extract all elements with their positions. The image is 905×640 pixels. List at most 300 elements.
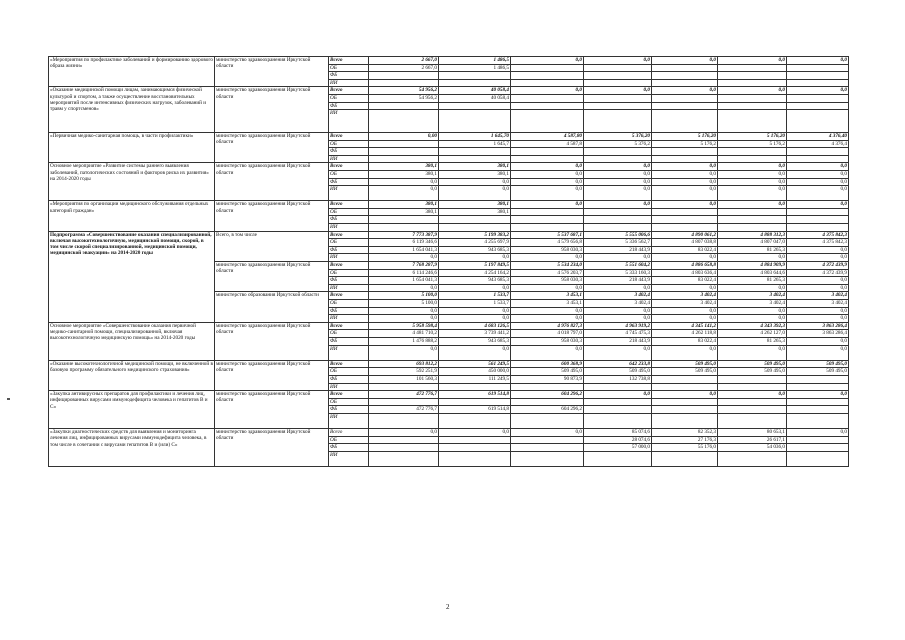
table-body: [49, 57, 849, 467]
amount-cell: 0,0: [439, 315, 511, 323]
amount-cell: [718, 72, 787, 80]
amount-cell: 380,1: [369, 170, 439, 178]
funding-source: ФБ: [329, 216, 369, 224]
table-row: [49, 132, 849, 140]
amount-cell: [584, 224, 652, 232]
amount-cell: [439, 110, 511, 133]
funding-source: Всего: [329, 57, 369, 65]
amount-cell: [652, 155, 718, 163]
funding-source: Всего: [329, 262, 369, 270]
funding-source: ОБ: [329, 300, 369, 308]
executor-name: министерство здравоохранения Иркутской области: [215, 163, 329, 201]
amount-cell: 40 058,4: [439, 87, 511, 95]
amount-cell: [511, 64, 584, 72]
amount-cell: [652, 102, 718, 110]
amount-cell: 218 443,9: [584, 337, 652, 345]
program-name: Подпрограмма «Совершенствование оказания специализированной, включая высокотехнологичную, медицинской помощи, скорой, в том числе скорой специализированной, медицинской помощи, медицинской эвакуации» на 2014-2020 годы: [49, 231, 215, 322]
amount-cell: 5 197 849,5: [439, 262, 511, 270]
amount-cell: 0,0: [584, 307, 652, 315]
amount-cell: 1 654 041,3: [369, 277, 439, 285]
funding-source: Всего: [329, 322, 369, 330]
amount-cell: 83 022,4: [652, 246, 718, 254]
amount-cell: 4 372 439,9: [787, 269, 849, 277]
amount-cell: 4 262 118,8: [652, 330, 718, 338]
amount-cell: 4 343 392,3: [718, 322, 787, 330]
amount-cell: [787, 406, 849, 414]
amount-cell: 0,0: [584, 170, 652, 178]
funding-source: ОБ: [329, 368, 369, 376]
amount-cell: [511, 444, 584, 452]
amount-cell: 5 958 598,4: [369, 322, 439, 330]
amount-cell: 5 537 687,1: [511, 231, 584, 239]
amount-cell: 509 495,0: [652, 360, 718, 368]
funding-source: ИИ: [329, 451, 369, 466]
amount-cell: 0,0: [787, 337, 849, 345]
funding-source: ИИ: [329, 254, 369, 262]
funding-source: ОБ: [329, 398, 369, 406]
amount-cell: [369, 102, 439, 110]
amount-cell: [439, 72, 511, 80]
amount-cell: [787, 208, 849, 216]
amount-cell: 3 863 286,4: [787, 330, 849, 338]
program-name: «Оказание медицинской помощи лицам, занимающимся физической культурой и спортом, а также осуществление восстановительных мероприятий после интенсивных физических нагрузок, заболеваний и травм у спортсменов»: [49, 87, 215, 133]
amount-cell: [718, 451, 787, 466]
amount-cell: 3 453,1: [511, 292, 584, 300]
amount-cell: 380,1: [439, 163, 511, 171]
amount-cell: 85 074,6: [584, 429, 652, 437]
amount-cell: 0,0: [511, 178, 584, 186]
amount-cell: 0,0: [369, 345, 439, 360]
funding-source: ОБ: [329, 436, 369, 444]
amount-cell: 4 254 164,2: [439, 269, 511, 277]
amount-cell: [439, 398, 511, 406]
amount-cell: 5 333 160,3: [584, 269, 652, 277]
program-name: «Мероприятия по организации медицинского обслуживания отдельных категорий граждан»: [49, 201, 215, 231]
amount-cell: 380,1: [439, 201, 511, 209]
executor-name: министерство здравоохранения Иркутской области: [215, 429, 329, 467]
amount-cell: 4 963 919,2: [584, 322, 652, 330]
amount-cell: [718, 208, 787, 216]
table-row: [49, 429, 849, 437]
amount-cell: 0,0: [439, 186, 511, 201]
amount-cell: 0,0: [439, 345, 511, 360]
amount-cell: 0,00: [369, 132, 439, 140]
amount-cell: [439, 155, 511, 163]
table-row: [49, 87, 849, 95]
amount-cell: [652, 79, 718, 87]
amount-cell: [439, 102, 511, 110]
amount-cell: 0,0: [718, 284, 787, 292]
amount-cell: [787, 436, 849, 444]
amount-cell: 4 807 047,0: [718, 239, 787, 247]
amount-cell: [787, 444, 849, 452]
amount-cell: 81 265,3: [718, 277, 787, 285]
amount-cell: 0,0: [787, 170, 849, 178]
table-row: [49, 163, 849, 171]
amount-cell: 82 352,3: [652, 429, 718, 437]
amount-cell: 0,0: [718, 178, 787, 186]
amount-cell: 5 551 604,2: [584, 262, 652, 270]
amount-cell: 958 030,3: [511, 277, 584, 285]
amount-cell: 4 683 126,5: [439, 322, 511, 330]
amount-cell: 218 443,9: [584, 277, 652, 285]
amount-cell: [439, 436, 511, 444]
amount-cell: 4 345 141,2: [652, 322, 718, 330]
amount-cell: [584, 72, 652, 80]
amount-cell: [511, 72, 584, 80]
amount-cell: 5 176,20: [652, 132, 718, 140]
amount-cell: 0,0: [511, 170, 584, 178]
amount-cell: 0,0: [511, 57, 584, 65]
amount-cell: [511, 110, 584, 133]
amount-cell: 0,0: [652, 163, 718, 171]
amount-cell: [369, 216, 439, 224]
amount-cell: [718, 94, 787, 102]
amount-cell: [584, 110, 652, 133]
amount-cell: 0,0: [511, 186, 584, 201]
amount-cell: 604 296,2: [511, 406, 584, 414]
executor-name: министерство здравоохранения Иркутской области: [215, 132, 329, 162]
amount-cell: 0,0: [584, 391, 652, 399]
amount-cell: [652, 216, 718, 224]
amount-cell: 0,0: [652, 307, 718, 315]
amount-cell: [369, 110, 439, 133]
executor-name: министерство здравоохранения Иркутской области: [215, 201, 329, 231]
amount-cell: 6 119 346,6: [369, 239, 439, 247]
amount-cell: 80 653,1: [718, 429, 787, 437]
amount-cell: 509 495,0: [511, 368, 584, 376]
table-row: [49, 391, 849, 399]
amount-cell: 0,0: [787, 254, 849, 262]
amount-cell: [652, 208, 718, 216]
amount-cell: 943 685,3: [439, 277, 511, 285]
amount-cell: 0,0: [787, 391, 849, 399]
funding-source: ИИ: [329, 186, 369, 201]
margin-mark: [7, 398, 10, 400]
amount-cell: 5 199 383,2: [439, 231, 511, 239]
funding-source: ОБ: [329, 64, 369, 72]
amount-cell: [652, 64, 718, 72]
amount-cell: 0,0: [439, 178, 511, 186]
amount-cell: 0,0: [369, 315, 439, 323]
funding-source: ОБ: [329, 140, 369, 148]
amount-cell: [787, 72, 849, 80]
amount-cell: [787, 375, 849, 383]
amount-cell: [439, 451, 511, 466]
amount-cell: [787, 148, 849, 156]
amount-cell: [369, 398, 439, 406]
amount-cell: 5 376,20: [584, 132, 652, 140]
funding-source: ФБ: [329, 72, 369, 80]
amount-cell: 3 402,4: [787, 292, 849, 300]
amount-cell: [787, 451, 849, 466]
amount-cell: 0,0: [439, 307, 511, 315]
amount-cell: [718, 102, 787, 110]
amount-cell: [511, 94, 584, 102]
program-name: «Первичная медико-санитарная помощь, в части профилактики»: [49, 132, 215, 162]
amount-cell: 600 368,9: [511, 360, 584, 368]
amount-cell: 0,0: [511, 87, 584, 95]
amount-cell: 0,0: [584, 345, 652, 360]
amount-cell: 0,0: [787, 186, 849, 201]
amount-cell: [439, 444, 511, 452]
amount-cell: 81 265,3: [718, 337, 787, 345]
amount-cell: [718, 64, 787, 72]
amount-cell: 0,0: [718, 254, 787, 262]
amount-cell: 0,0: [584, 315, 652, 323]
amount-cell: [652, 224, 718, 232]
amount-cell: 101 560,3: [369, 375, 439, 383]
amount-cell: 472 776,7: [369, 391, 439, 399]
amount-cell: 3 863 286,4: [787, 322, 849, 330]
amount-cell: 0,0: [718, 315, 787, 323]
amount-cell: 5 376,2: [584, 140, 652, 148]
amount-cell: 26 617,1: [718, 436, 787, 444]
amount-cell: 0,0: [584, 186, 652, 201]
amount-cell: 0,0: [787, 315, 849, 323]
program-name: Основное мероприятие «Совершенствование оказания первичной медико-санитарной помощи, специализированной, включая высокотехнологичную медицинскую помощь» на 2014-2020 годы: [49, 322, 215, 360]
amount-cell: 0,0: [718, 307, 787, 315]
amount-cell: 380,1: [369, 163, 439, 171]
amount-cell: 0,0: [584, 57, 652, 65]
amount-cell: [787, 110, 849, 133]
funding-source: ФБ: [329, 337, 369, 345]
amount-cell: 0,0: [511, 201, 584, 209]
amount-cell: 3 402,4: [584, 292, 652, 300]
funding-source: ИИ: [329, 224, 369, 232]
amount-cell: 0,0: [369, 307, 439, 315]
amount-cell: [718, 79, 787, 87]
amount-cell: 0,0: [787, 178, 849, 186]
amount-cell: 0,0: [439, 284, 511, 292]
funding-source: ОБ: [329, 170, 369, 178]
amount-cell: 943 685,3: [439, 246, 511, 254]
amount-cell: 5 555 006,6: [584, 231, 652, 239]
program-name: «Закупка антивирусных препаратов для профилактики и лечения лиц, инфицированных вирусами иммунодефицита человека и гепатитов В и С»: [49, 391, 215, 429]
amount-cell: 55 176,0: [652, 444, 718, 452]
funding-source: Всего: [329, 360, 369, 368]
amount-cell: [718, 413, 787, 428]
amount-cell: 592 251,9: [369, 368, 439, 376]
amount-cell: 28 074,6: [584, 436, 652, 444]
amount-cell: 1 476 888,2: [369, 337, 439, 345]
amount-cell: 4 587,80: [511, 132, 584, 140]
amount-cell: 0,0: [584, 201, 652, 209]
amount-cell: 0,0: [787, 307, 849, 315]
amount-cell: [787, 398, 849, 406]
amount-cell: 0,0: [511, 254, 584, 262]
amount-cell: 0,0: [787, 284, 849, 292]
amount-cell: 4 376,40: [787, 132, 849, 140]
table-row: [49, 201, 849, 209]
amount-cell: 561 249,5: [439, 360, 511, 368]
amount-cell: [584, 216, 652, 224]
amount-cell: 132 738,8: [584, 375, 652, 383]
amount-cell: 0,0: [652, 87, 718, 95]
amount-cell: [584, 208, 652, 216]
amount-cell: [652, 110, 718, 133]
amount-cell: [584, 94, 652, 102]
table-row: [49, 360, 849, 368]
funding-source: Всего: [329, 231, 369, 239]
amount-cell: [718, 148, 787, 156]
amount-cell: [511, 224, 584, 232]
amount-cell: 0,0: [584, 284, 652, 292]
amount-cell: 4 018 797,0: [511, 330, 584, 338]
amount-cell: 5 176,20: [718, 132, 787, 140]
amount-cell: [787, 64, 849, 72]
amount-cell: [439, 79, 511, 87]
funding-source: Всего: [329, 201, 369, 209]
amount-cell: 0,0: [652, 391, 718, 399]
amount-cell: [652, 148, 718, 156]
amount-cell: [718, 216, 787, 224]
amount-cell: 0,0: [584, 178, 652, 186]
amount-cell: [584, 102, 652, 110]
amount-cell: [787, 413, 849, 428]
amount-cell: [369, 224, 439, 232]
amount-cell: 0,0: [652, 57, 718, 65]
amount-cell: 0,0: [787, 57, 849, 65]
amount-cell: 90 873,9: [511, 375, 584, 383]
funding-source: ОБ: [329, 239, 369, 247]
amount-cell: [369, 451, 439, 466]
amount-cell: [439, 216, 511, 224]
amount-cell: [787, 79, 849, 87]
amount-cell: 40 058,4: [439, 94, 511, 102]
executor-name: министерство здравоохранения Иркутской области: [215, 262, 329, 292]
amount-cell: [369, 155, 439, 163]
amount-cell: 604 296,2: [511, 391, 584, 399]
amount-cell: [369, 79, 439, 87]
amount-cell: 1 645,70: [439, 132, 511, 140]
amount-cell: [511, 79, 584, 87]
table-row: [49, 322, 849, 330]
amount-cell: 83 022,4: [652, 277, 718, 285]
funding-source: ИИ: [329, 110, 369, 133]
amount-cell: 472 776,7: [369, 406, 439, 414]
amount-cell: 0,0: [439, 429, 511, 437]
amount-cell: 0,0: [511, 315, 584, 323]
amount-cell: 958 030,3: [511, 337, 584, 345]
amount-cell: 0,0: [718, 170, 787, 178]
amount-cell: [652, 398, 718, 406]
amount-cell: 0,0: [718, 57, 787, 65]
amount-cell: 0,0: [718, 186, 787, 201]
amount-cell: 0,0: [511, 307, 584, 315]
amount-cell: [511, 383, 584, 391]
amount-cell: 1 533,7: [439, 292, 511, 300]
amount-cell: 4 886 658,8: [652, 262, 718, 270]
amount-cell: [652, 413, 718, 428]
amount-cell: 0,0: [439, 254, 511, 262]
amount-cell: 54 036,0: [718, 444, 787, 452]
amount-cell: 943 685,3: [439, 337, 511, 345]
amount-cell: 4 890 061,2: [652, 231, 718, 239]
amount-cell: [718, 406, 787, 414]
amount-cell: [584, 383, 652, 391]
amount-cell: 380,1: [439, 208, 511, 216]
amount-cell: [718, 398, 787, 406]
amount-cell: [439, 413, 511, 428]
funding-source: Всего: [329, 292, 369, 300]
funding-source: ФБ: [329, 375, 369, 383]
amount-cell: 5 176,2: [718, 140, 787, 148]
amount-cell: [652, 72, 718, 80]
amount-cell: 3 402,4: [652, 292, 718, 300]
amount-cell: [584, 398, 652, 406]
amount-cell: 0,0: [511, 163, 584, 171]
amount-cell: [652, 375, 718, 383]
amount-cell: [787, 216, 849, 224]
amount-cell: [584, 406, 652, 414]
funding-source: ФБ: [329, 277, 369, 285]
amount-cell: 1 654 041,3: [369, 246, 439, 254]
funding-source: ИИ: [329, 413, 369, 428]
amount-cell: 619 514,8: [439, 391, 511, 399]
amount-cell: 7 773 387,9: [369, 231, 439, 239]
amount-cell: 0,0: [369, 284, 439, 292]
amount-cell: 619 514,8: [439, 406, 511, 414]
amount-cell: [511, 451, 584, 466]
amount-cell: 0,0: [787, 246, 849, 254]
amount-cell: 5 336 562,7: [584, 239, 652, 247]
amount-cell: 1 486,5: [439, 57, 511, 65]
program-name: «Закупки диагностических средств для выявления и мониторинга лечения лиц, инфицированных вирусами иммунодефицита человека, в том числе в сочетании с вирусами гепатитов В и (или) С»: [49, 429, 215, 467]
amount-cell: 4 587,8: [511, 140, 584, 148]
amount-cell: 0,0: [718, 391, 787, 399]
amount-cell: [511, 216, 584, 224]
amount-cell: 0,0: [369, 178, 439, 186]
amount-cell: 0,0: [787, 277, 849, 285]
funding-source: ИИ: [329, 345, 369, 360]
amount-cell: 4 579 656,8: [511, 239, 584, 247]
executor-name: министерство здравоохранения Иркутской области: [215, 322, 329, 360]
amount-cell: 0,0: [652, 170, 718, 178]
amount-cell: 0,0: [511, 284, 584, 292]
funding-source: ФБ: [329, 148, 369, 156]
executor-name: министерство здравоохранения Иркутской области: [215, 360, 329, 390]
page-number: 2: [446, 603, 450, 611]
amount-cell: [652, 451, 718, 466]
amount-cell: 380,1: [369, 208, 439, 216]
amount-cell: 0,0: [511, 429, 584, 437]
amount-cell: [511, 148, 584, 156]
amount-cell: 54 956,2: [369, 87, 439, 95]
amount-cell: [369, 413, 439, 428]
amount-cell: [369, 72, 439, 80]
amount-cell: 3 402,4: [718, 292, 787, 300]
budget-table: [48, 56, 849, 467]
amount-cell: [652, 406, 718, 414]
amount-cell: 0,0: [787, 87, 849, 95]
amount-cell: [718, 155, 787, 163]
amount-cell: [652, 383, 718, 391]
amount-cell: 4 372 439,9: [787, 262, 849, 270]
executor-name: министерство здравоохранения Иркутской области: [215, 87, 329, 133]
amount-cell: [511, 208, 584, 216]
amount-cell: 642 233,8: [584, 360, 652, 368]
amount-cell: 0,0: [787, 163, 849, 171]
amount-cell: [439, 383, 511, 391]
funding-source: Всего: [329, 87, 369, 95]
amount-cell: [511, 155, 584, 163]
amount-cell: 5 534 234,0: [511, 262, 584, 270]
amount-cell: [787, 102, 849, 110]
amount-cell: [584, 148, 652, 156]
amount-cell: 0,0: [718, 87, 787, 95]
funding-source: Всего: [329, 132, 369, 140]
